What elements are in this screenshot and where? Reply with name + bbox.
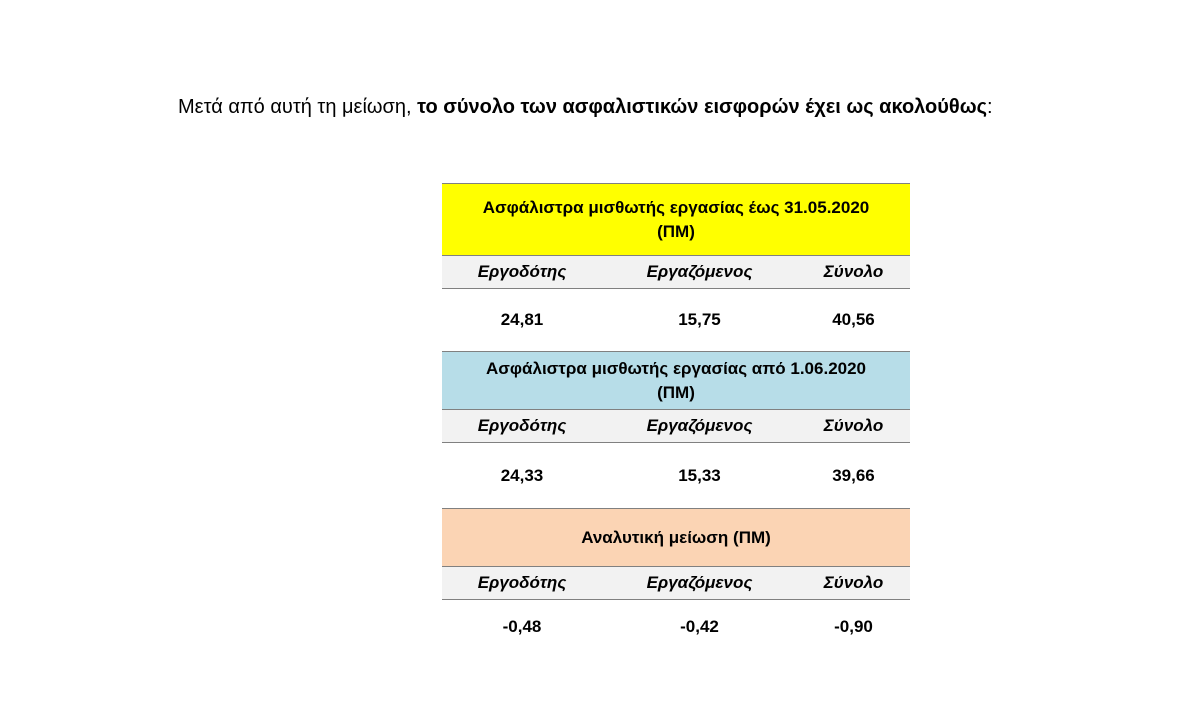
table-header-row: [442, 566, 910, 600]
intro-text-bold: το σύνολο των ασφαλιστικών εισφορών έχει ως ακολούθως: [417, 96, 988, 118]
header-total: Σύνολο: [823, 416, 884, 435]
table-value-row: [442, 600, 910, 654]
table-title-line1: Ασφάλιστρα μισθωτής εργασίας από 1.06.2020: [485, 358, 867, 378]
header-employer: Εργοδότης: [477, 262, 567, 281]
value-employee: 15,33: [678, 465, 721, 485]
table-from-1-06-2020: [442, 351, 910, 508]
table-until-31-05-2020: [442, 183, 910, 351]
value-employer: -0,48: [502, 617, 542, 636]
value-total: 39,66: [832, 465, 875, 485]
value-employee: -0,42: [680, 617, 719, 636]
table-header-row: [442, 409, 910, 443]
contributions-tables: [442, 183, 910, 654]
table-reduction: [442, 508, 910, 654]
value-employee: 15,75: [678, 310, 721, 329]
table-header-row: [442, 255, 910, 289]
table-title-line2: (ΠΜ): [657, 221, 695, 241]
intro-text: Μετά από αυτή τη μείωση,: [178, 96, 418, 118]
header-employer: Εργοδότης: [477, 573, 567, 592]
intro-text-end: :: [987, 96, 993, 118]
value-total: -0,90: [834, 617, 873, 636]
table-title: [442, 508, 910, 566]
value-total: 40,56: [832, 310, 875, 329]
table-title-line2: (ΠΜ): [657, 382, 695, 402]
header-employee: Εργαζόμενος: [646, 573, 753, 592]
header-employee: Εργαζόμενος: [646, 416, 753, 435]
header-total: Σύνολο: [823, 573, 884, 592]
intro-sentence: [178, 96, 993, 119]
table-title: [442, 183, 910, 255]
header-employer: Εργοδότης: [477, 416, 567, 435]
table-title: [442, 351, 910, 409]
table-value-row: [442, 443, 910, 508]
table-title-line1: Αναλυτική μείωση (ΠΜ): [581, 527, 771, 547]
header-employee: Εργαζόμενος: [646, 262, 753, 281]
header-total: Σύνολο: [823, 262, 884, 281]
table-title-line1: Ασφάλιστρα μισθωτής εργασίας έως 31.05.2020: [482, 197, 870, 217]
value-employer: 24,81: [500, 310, 544, 329]
table-value-row: [442, 289, 910, 351]
value-employer: 24,33: [500, 465, 544, 485]
